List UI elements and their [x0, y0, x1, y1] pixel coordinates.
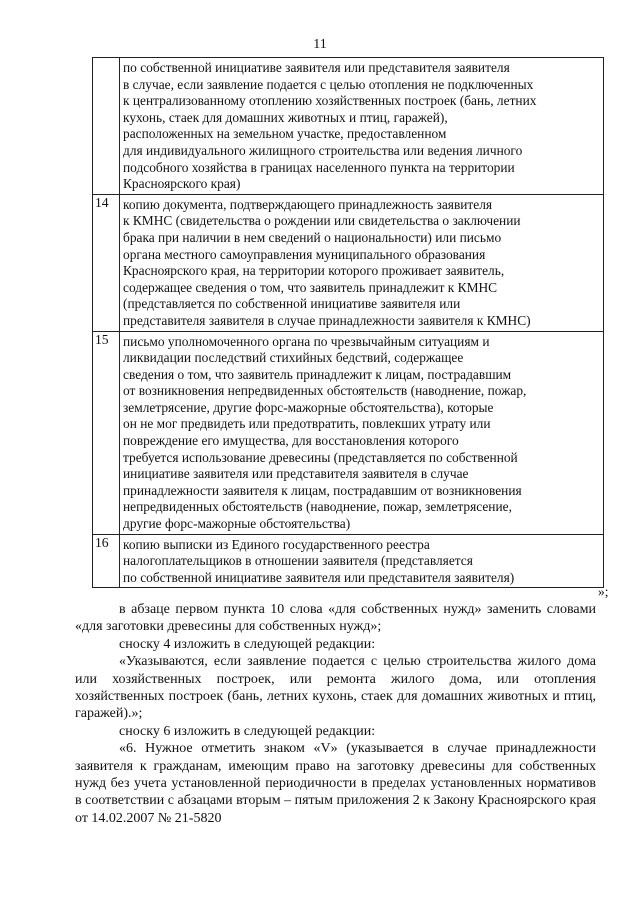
row-number — [93, 58, 120, 195]
row-number: 16 — [93, 534, 120, 588]
page-number: 11 — [313, 37, 327, 52]
closing-quote: »; — [598, 584, 609, 599]
row-text: копию документа, подтверждающего принадлежность заявителя к КМНС (свидетельства о рождении или свидетельства о заключении брака при наличии в нем сведений о национальности) или письмо органа местного самоуправления муниципального образования Красноярского края, на территории которого проживает заявитель, содержащее сведения о том, что заявитель принадлежит к КМНС (представляется по собственной инициативе заявителя или представителя заявителя в случае принадлежности заявителя к КМНС) — [120, 194, 604, 331]
paragraph: «Указываются, если заявление подается с целью строительства жилого дома или хозяйственных построек, или ремонта жилого дома, или отопления хозяйственных построек (бань, летних кухонь, стаек для домашних животных и птиц, гаражей).»; — [75, 654, 596, 722]
table-row — [93, 58, 604, 195]
document-body — [75, 601, 596, 827]
row-number: 15 — [93, 331, 120, 534]
row-text: письмо уполномоченного органа по чрезвычайным ситуациям и ликвидации последствий стихийных бедствий, содержащее сведения о том, что заявитель принадлежит к лицам, пострадавшим от возникновения непредвиденных обстоятельств (наводнение, пожар, землетрясение, другие форс-мажорные обстоятельства), которые он не мог предвидеть или предотвратить, повлекших утрату или повреждение его имущества, для восстановления которого требуется использование древесины (представляется по собственной инициативе заявителя или представителя заявителя в случае принадлежности заявителя к лицам, пострадавшим от возникновения непредвиденных обстоятельств (наводнение, пожар, землетрясение, другие форс-мажорные обстоятельства) — [120, 331, 604, 534]
table-row — [93, 331, 604, 534]
paragraph: в абзаце первом пункта 10 слова «для собственных нужд» заменить словами «для заготовки древесины для собственных нужд»; — [75, 602, 596, 635]
row-number: 14 — [93, 194, 120, 331]
paragraph: сноску 4 изложить в следующей редакции: — [119, 636, 376, 652]
documents-table — [92, 57, 604, 588]
paragraph: сноску 6 изложить в следующей редакции: — [119, 723, 376, 739]
paragraph: «6. Нужное отметить знаком «V» (указывается в случае принадлежности заявителя к гражданам, имеющим право на заготовку древесины для собственных нужд без учета установленной периодичности в пределах установленных нормативов в соответствии с абзацами вторым – пятым приложения 2 к Закону Красноярского края от 14.02.2007 № 21-5820 — [75, 741, 596, 826]
row-text: по собственной инициативе заявителя или представителя заявителя в случае, если заявление подается с целью отопления не подключенных к централизованному отоплению хозяйственных построек (бань, летних кухонь, стаек для домашних животных и птиц, гаражей), расположенных на земельном участке, предоставленном для индивидуального жилищного строительства или ведения личного подсобного хозяйства в границах населенного пункта на территории Красноярского края) — [120, 58, 604, 195]
row-text: копию выписки из Единого государственного реестра налогоплательщиков в отношении заявителя (представляется по собственной инициативе заявителя или представителя заявителя) — [120, 534, 604, 588]
table-row — [93, 194, 604, 331]
table-row — [93, 534, 604, 588]
